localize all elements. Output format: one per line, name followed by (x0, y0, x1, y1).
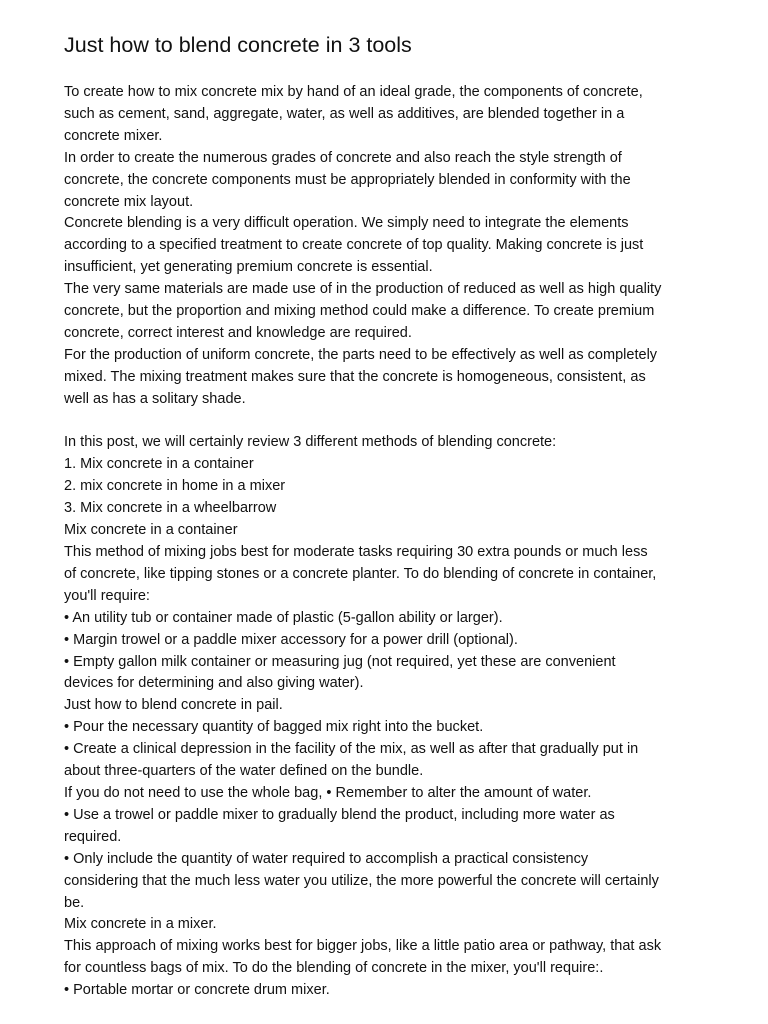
text-line: • Create a clinical depression in the facility of the mix, as well as after that gradually put in (64, 741, 639, 758)
text-line: concrete, correct interest and knowledge are required. (64, 324, 412, 341)
text-line: For the production of uniform concrete, the parts need to be effectively as well as completely (64, 346, 658, 363)
page-title: Just how to blend concrete in 3 tools (64, 33, 412, 57)
text-line: This method of mixing jobs best for moderate tasks requiring 30 extra pounds or much less (64, 544, 648, 561)
text-line: • Pour the necessary quantity of bagged mix right into the bucket. (64, 719, 484, 736)
text-line: • Use a trowel or paddle mixer to gradually blend the product, including more water as (64, 806, 615, 823)
text-line: • An utility tub or container made of plastic (5-gallon ability or larger). (64, 609, 503, 626)
text-line: required. (64, 828, 122, 845)
text-line: In order to create the numerous grades of concrete and also reach the style strength of (64, 149, 622, 166)
text-line: Just how to blend concrete in pail. (64, 697, 283, 714)
document-body (64, 82, 714, 1002)
document-page (64, 30, 714, 1002)
text-line: Mix concrete in a container (64, 522, 238, 539)
text-line: concrete mixer. (64, 127, 163, 144)
text-line: 3. Mix concrete in a wheelbarrow (64, 500, 277, 517)
text-line: In this post, we will certainly review 3 different methods of blending concrete: (64, 434, 557, 451)
text-line: of concrete, like tipping stones or a concrete planter. To do blending of concrete in container, (64, 565, 657, 582)
text-line: 2. mix concrete in home in a mixer (64, 478, 286, 495)
text-line: according to a specified treatment to create concrete of top quality. Making concrete is just (64, 237, 644, 254)
text-line: be. (64, 894, 85, 911)
text-line: devices for determining and also giving water). (64, 675, 364, 692)
text-line: This approach of mixing works best for bigger jobs, like a little patio area or pathway, that ask (64, 938, 662, 955)
text-line: If you do not need to use the whole bag, • Remember to alter the amount of water. (64, 784, 592, 801)
text-line: concrete mix layout. (64, 193, 194, 210)
text-line: Concrete blending is a very difficult operation. We simply need to integrate the elements (64, 215, 629, 232)
text-line: insufficient, yet generating premium concrete is essential. (64, 259, 433, 276)
text-line: • Portable mortar or concrete drum mixer. (64, 982, 330, 999)
text-line: • Only include the quantity of water required to accomplish a practical consistency (64, 850, 589, 867)
paragraph-spacer (64, 411, 714, 433)
text-line: considering that the much less water you utilize, the more powerful the concrete will certainly (64, 872, 659, 889)
text-line: • Margin trowel or a paddle mixer accessory for a power drill (optional). (64, 631, 518, 648)
text-line: The very same materials are made use of in the production of reduced as well as high quality (64, 281, 662, 298)
text-line: To create how to mix concrete mix by hand of an ideal grade, the components of concrete, (64, 84, 643, 100)
text-line: for countless bags of mix. To do the blending of concrete in the mixer, you'll require:. (64, 960, 604, 977)
text-line: mixed. The mixing treatment makes sure that the concrete is homogeneous, consistent, as (64, 368, 646, 385)
text-line: about three-quarters of the water defined on the bundle. (64, 763, 424, 780)
text-line: Mix concrete in a mixer. (64, 916, 217, 933)
text-line: concrete, the concrete components must be appropriately blended in conformity with the (64, 171, 631, 188)
text-line: you'll require: (64, 587, 150, 604)
text-line: well as has a solitary shade. (64, 390, 246, 407)
text-line: such as cement, sand, aggregate, water, as well as additives, are blended together in a (64, 105, 625, 122)
text-line: concrete, but the proportion and mixing method could make a difference. To create premium (64, 303, 655, 320)
text-line: 1. Mix concrete in a container (64, 456, 254, 473)
text-line: • Empty gallon milk container or measuring jug (not required, yet these are convenient (64, 653, 616, 670)
